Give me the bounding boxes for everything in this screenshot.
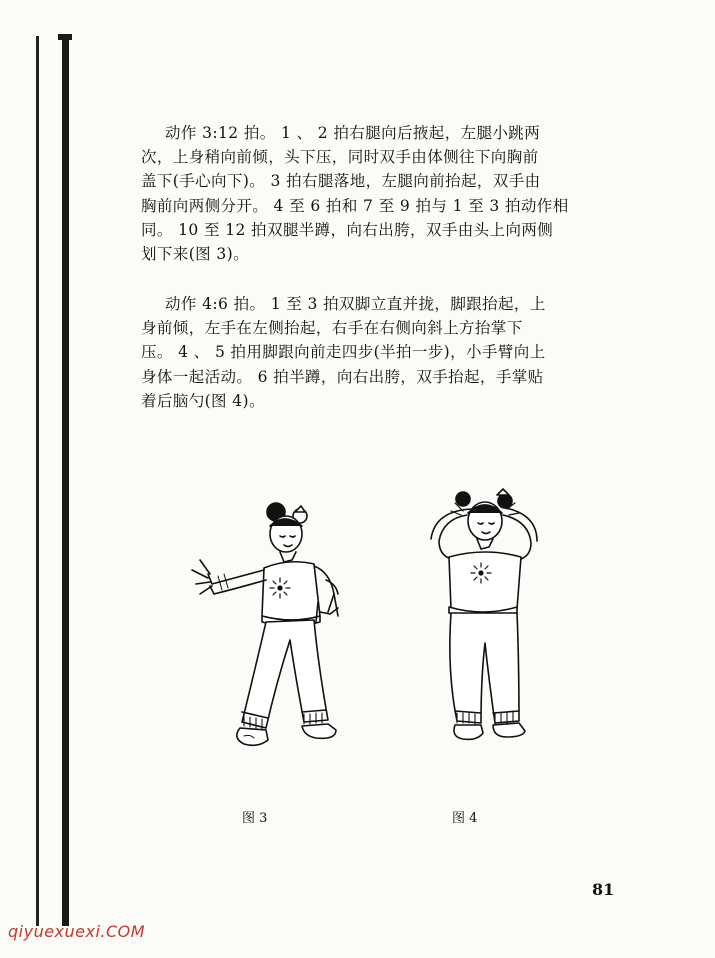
text-line: 动作 3:12 拍。 1 、 2 拍右腿向后掖起，左腿小跳两	[165, 124, 541, 142]
text-line: 着后脑勺(图 4)。	[141, 391, 265, 410]
text-line: 动作 4:6 拍。 1 至 3 拍双脚立直并拢，脚跟抬起，上	[165, 295, 546, 313]
dancer-illustration-figure-4	[405, 485, 545, 755]
binding-mark	[58, 34, 72, 40]
dancer-illustration-figure-3	[168, 490, 348, 755]
watermark-logo: qiyuexuexi.COM	[8, 922, 146, 941]
figure-3-caption: 图 3	[242, 811, 268, 826]
figure-4-caption: 图 4	[452, 811, 478, 826]
text-line: 划下来(图 3)。	[141, 245, 249, 264]
text-line: 次，上身稍向前倾，头下压，同时双手由体侧往下向胸前	[141, 148, 539, 167]
text-line: 身前倾，左手在左侧抬起，右手在右侧向斜上方抬掌下	[141, 319, 523, 338]
text-line: 同。 10 至 12 拍双腿半蹲，向右出胯，双手由头上向两侧	[141, 220, 554, 239]
binding-line-thick	[62, 34, 69, 926]
paragraph-action-4	[141, 292, 605, 413]
text-line: 身体一起活动。 6 拍半蹲，向右出胯，双手抬起，手掌贴	[141, 367, 544, 386]
text-line: 盖下(手心向下)。 3 拍右腿落地，左腿向前抬起，双手由	[141, 172, 541, 191]
binding-line-thin	[36, 36, 39, 926]
paragraph-action-3	[141, 121, 605, 266]
text-line: 胸前向两侧分开。 4 至 6 拍和 7 至 9 拍与 1 至 3 拍动作相	[141, 196, 569, 215]
page-number: 81	[592, 880, 615, 899]
text-line: 压。 4 、 5 拍用脚跟向前走四步(半拍一步)，小手臂向上	[141, 343, 546, 362]
